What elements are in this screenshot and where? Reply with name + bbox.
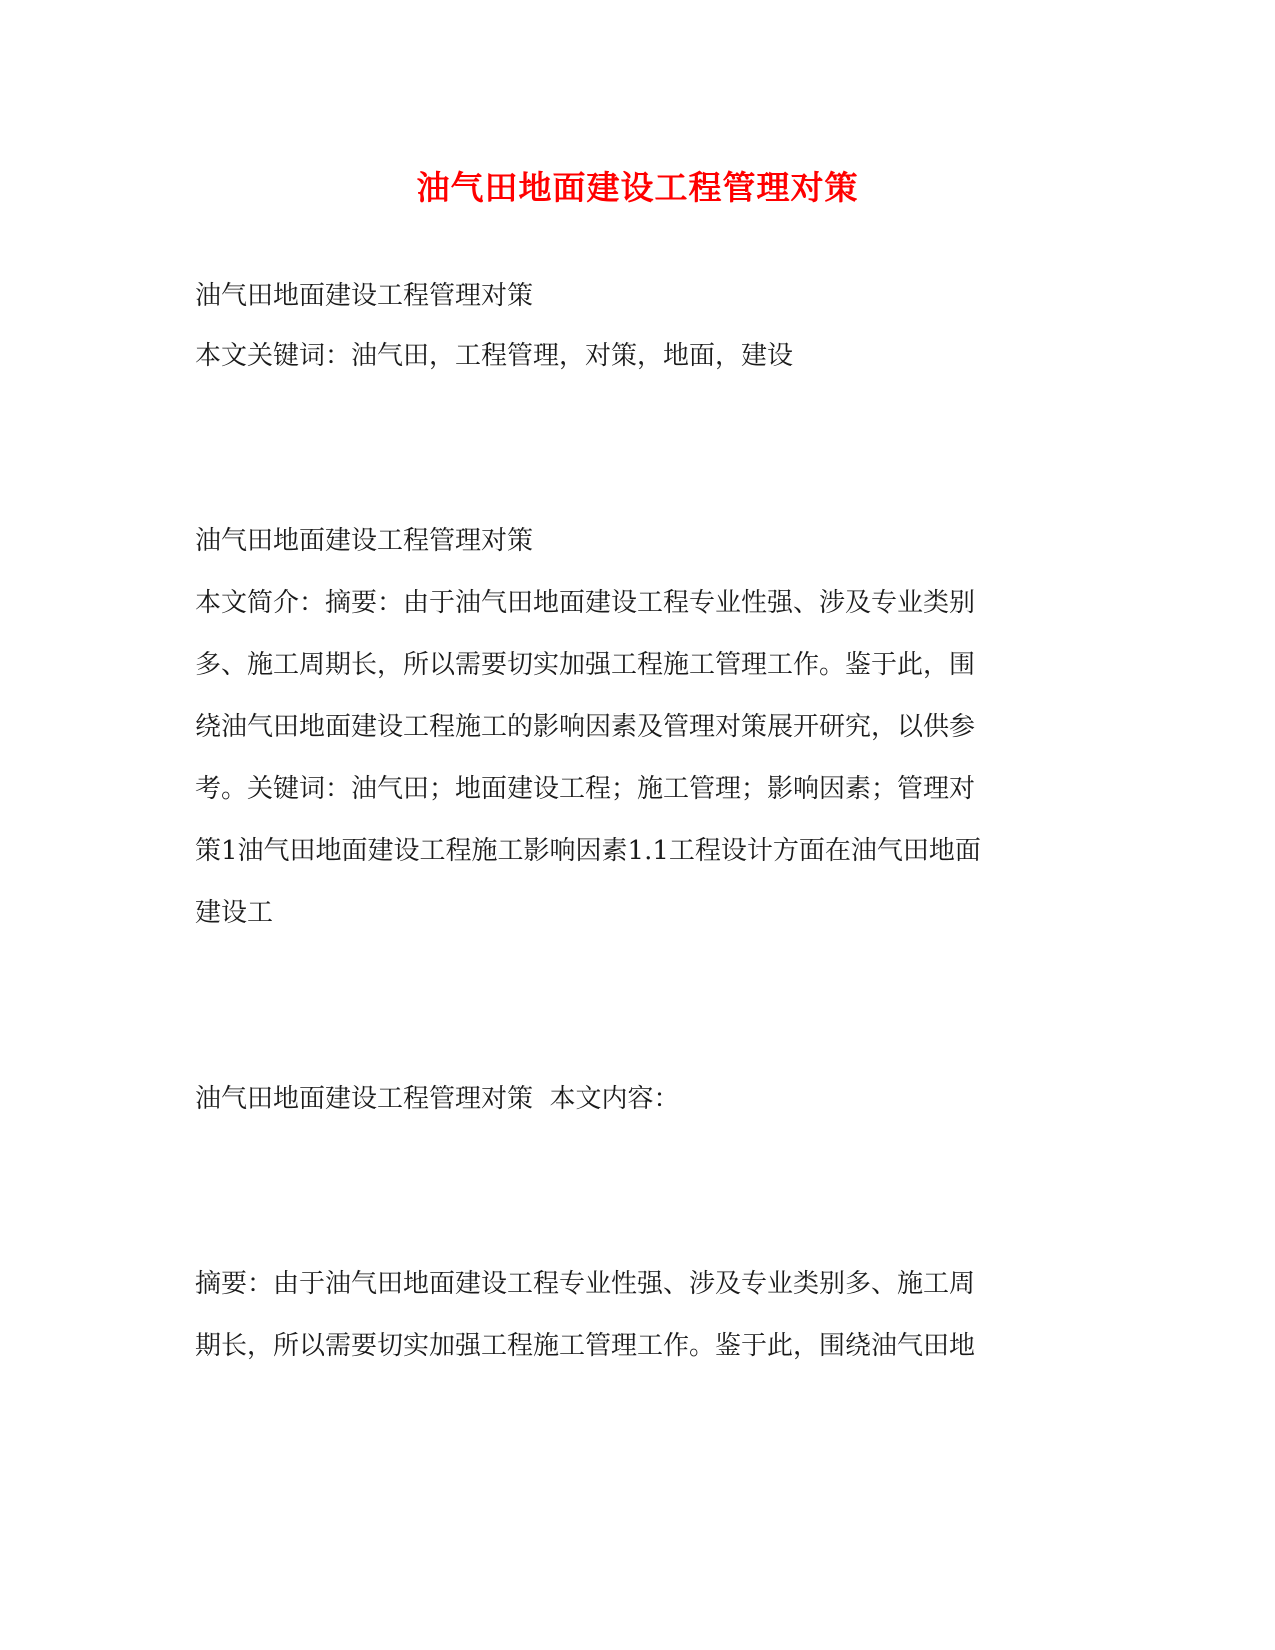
abstract-line: 摘要：由于油气田地面建设工程专业性强、涉及专业类别多、施工周 xyxy=(195,1269,976,1299)
keywords-line: 本文关键词：油气田，工程管理，对策，地面，建设 xyxy=(195,341,794,371)
summary-line: 策1油气田地面建设工程施工影响因素1.1工程设计方面在油气田地面 xyxy=(195,836,981,866)
summary-line: 本文简介：摘要：由于油气田地面建设工程专业性强、涉及专业类别 xyxy=(195,588,976,618)
section-heading: 油气田地面建设工程管理对策 xyxy=(195,526,534,556)
document-title: 油气田地面建设工程管理对策 xyxy=(416,168,859,207)
summary-line: 建设工 xyxy=(195,898,274,928)
summary-line: 考。关键词：油气田；地面建设工程；施工管理；影响因素；管理对 xyxy=(195,774,976,804)
summary-line: 多、施工周期长，所以需要切实加强工程施工管理工作。鉴于此，围 xyxy=(195,650,976,680)
content-heading: 油气田地面建设工程管理对策 本文内容： xyxy=(195,1084,680,1114)
abstract-line: 期长，所以需要切实加强工程施工管理工作。鉴于此，围绕油气田地 xyxy=(195,1331,976,1361)
summary-line: 绕油气田地面建设工程施工的影响因素及管理对策展开研究，以供参 xyxy=(195,712,976,742)
section-heading: 油气田地面建设工程管理对策 xyxy=(195,281,534,311)
